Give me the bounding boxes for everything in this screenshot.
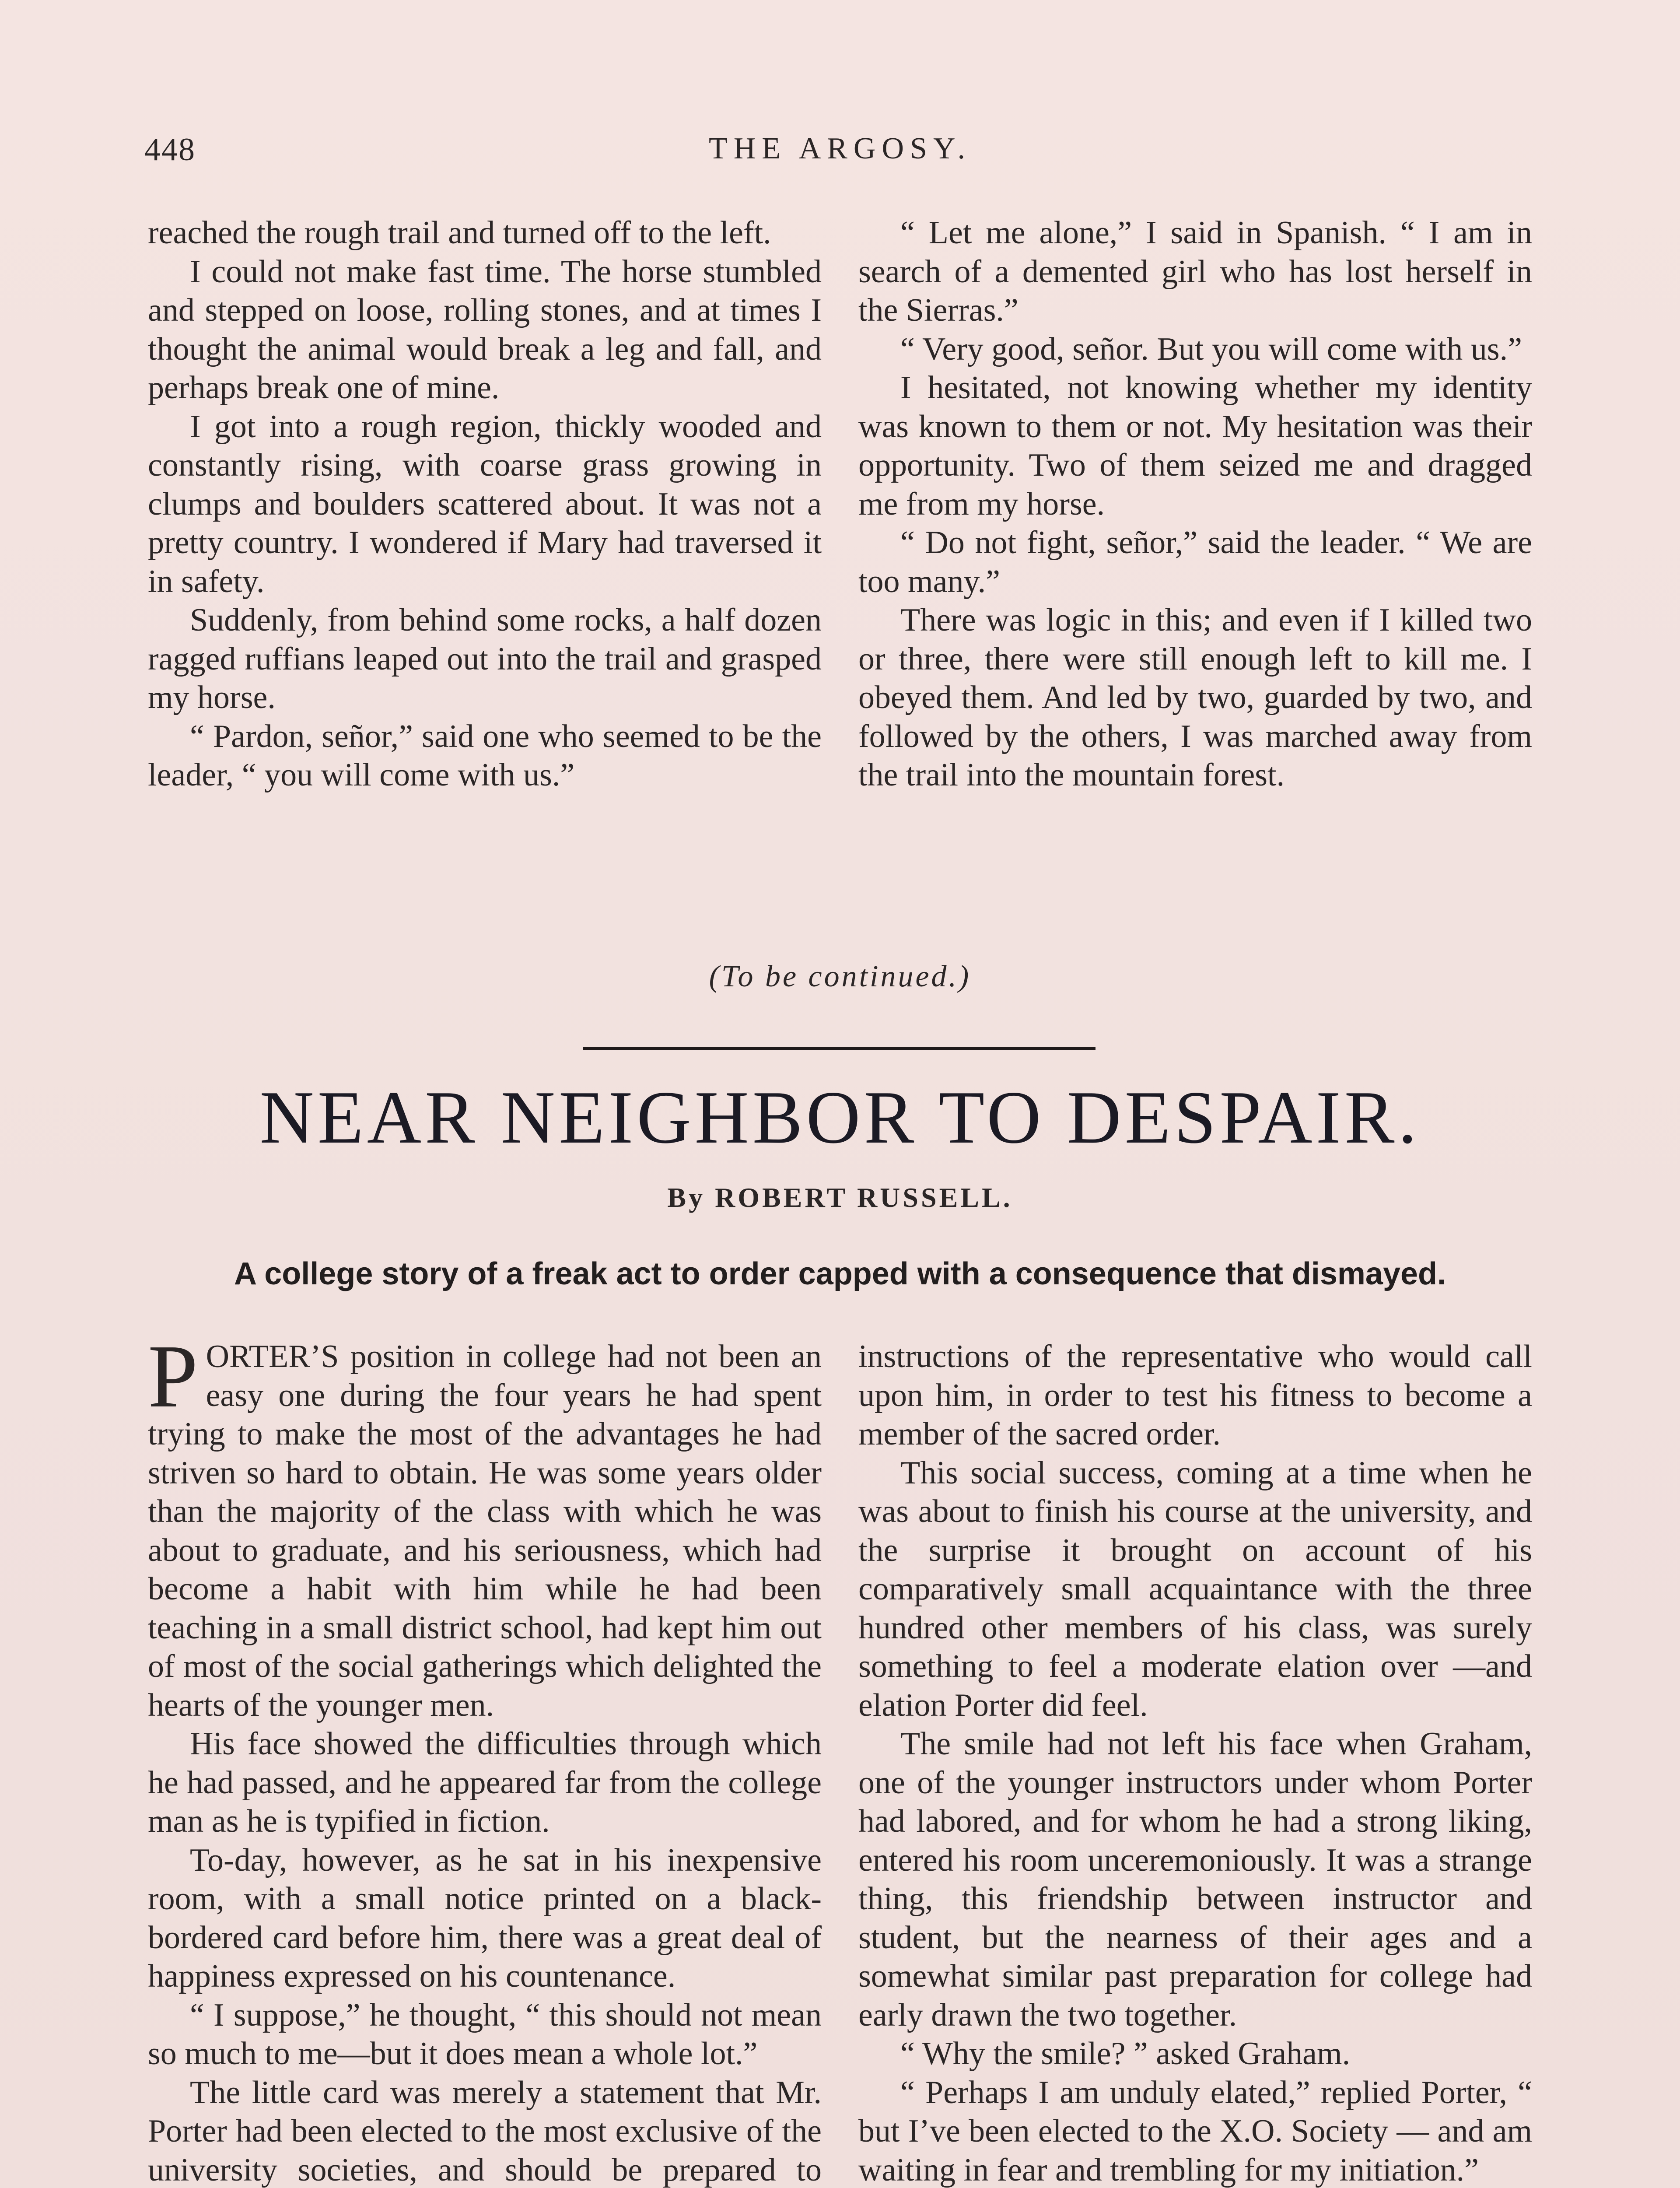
page-number: 448 (144, 132, 196, 168)
paragraph: The smile had not left his face when Graham, one of the younger instructors under whom Porter had labored, and for whom he had a strong liking, entered his room unceremoniously. It was a strange thing, this friendship between instructor and student, but the nearness of their ages and a somewhat similar past preparation for college had early drawn the two together. (858, 1726, 1532, 2033)
paragraph: reached the rough trail and turned off to the left. (148, 215, 771, 251)
magazine-title: THE ARGOSY. (708, 132, 971, 165)
paragraph: “ Let me alone,” I said in Spanish. “ I am in search of a demented girl who has lost herself in the Sierras.” (858, 215, 1532, 328)
paragraph: “ Do not fight, señor,” said the leader. “ We are too many.” (858, 525, 1532, 600)
paragraph: There was logic in this; and even if I killed two or three, there were still enough left to kill me. I obeyed them. And led by two, guarded by two, and followed by the others, I was marched away from the trail into the mountain forest. (858, 602, 1532, 793)
paragraph: His face showed the difficulties through which he had passed, and he appeared far from the college man as he is typified in fiction. (148, 1726, 822, 1839)
section-divider (583, 1047, 1096, 1050)
byline: By ROBERT RUSSELL. (667, 1182, 1013, 1213)
paragraph: The little card was merely a statement that Mr. Porter had been elected to the most exclusive of the university societies, and should be prepared to (148, 2074, 822, 2188)
paragraph: “ Perhaps I am unduly elated,” replied Porter, “ but I’ve been elected to the X.O. Society — and am waiting in fear and trembling for my initiation.” (858, 2074, 1532, 2188)
running-head (144, 131, 1536, 179)
prev-story-left-column (148, 214, 822, 795)
paragraph: “ Why the smile? ” asked Graham. (900, 2036, 1351, 2072)
paragraph: “ I suppose,” he thought, “ this should not mean so much to me—but it does mean a whole lot.” (148, 1997, 822, 2072)
paragraph: Suddenly, from behind some rocks, a half dozen ragged ruffians leaped out into the trail and grasped my horse. (148, 602, 822, 715)
to-be-continued-note: (To be continued.) (709, 960, 971, 993)
paragraph: I got into a rough region, thickly wooded and constantly rising, with coarse grass growing in clumps and boulders scattered about. It was not a pretty country. I wondered if Mary had traversed it in safety. (148, 408, 822, 600)
opening-paragraph-text: ORTER’S position in college had not been an easy one during the four years he had spent trying to make the most of the advantages he had striven so hard to obtain. He was some years older than the majority of the class with which he was about to graduate, and his seriousness, which had become a habit with him while he had been teaching in a small district school, had kept him out of most of the social gatherings which delighted the hearts of the younger men. (148, 1339, 822, 1723)
prev-story-right-column (858, 214, 1532, 795)
story-subtitle: A college story of a freak act to order capped with a consequence that dismayed. (234, 1256, 1446, 1291)
paragraph: To-day, however, as he sat in his inexpensive room, with a small notice printed on a black-bordered card before him, there was a great deal of happiness expressed on his countenance. (148, 1842, 822, 1994)
paragraph: “ Very good, señor. But you will come with us.” (900, 331, 1522, 367)
story-left-column (148, 1326, 822, 2188)
story-title: NEAR NEIGHBOR TO DESPAIR. (259, 1076, 1421, 1159)
drop-cap: P (148, 1326, 198, 1426)
paragraph: This social success, coming at a time when he was about to finish his course at the university, and the surprise it brought on account of his comparatively small acquaintance with the three hundred other members of his class, was surely something to feel a moderate elation over —and elation Porter did feel. (858, 1455, 1532, 1723)
paragraph: I hesitated, not knowing whether my identity was known to them or not. My hesitation was their opportunity. Two of them seized me and dragged me from my horse. (858, 370, 1532, 522)
story-right-column (858, 1337, 1532, 2188)
opening-paragraph (148, 1326, 822, 1725)
paragraph: I could not make fast time. The horse stumbled and stepped on loose, rolling stones, and at times I thought the animal would break a leg and fall, and perhaps break one of mine. (148, 253, 822, 406)
paragraph: instructions of the representative who would call upon him, in order to test his fitness to become a member of the sacred order. (858, 1339, 1532, 1452)
paragraph: “ Pardon, señor,” said one who seemed to be the leader, “ you will come with us.” (148, 718, 822, 793)
